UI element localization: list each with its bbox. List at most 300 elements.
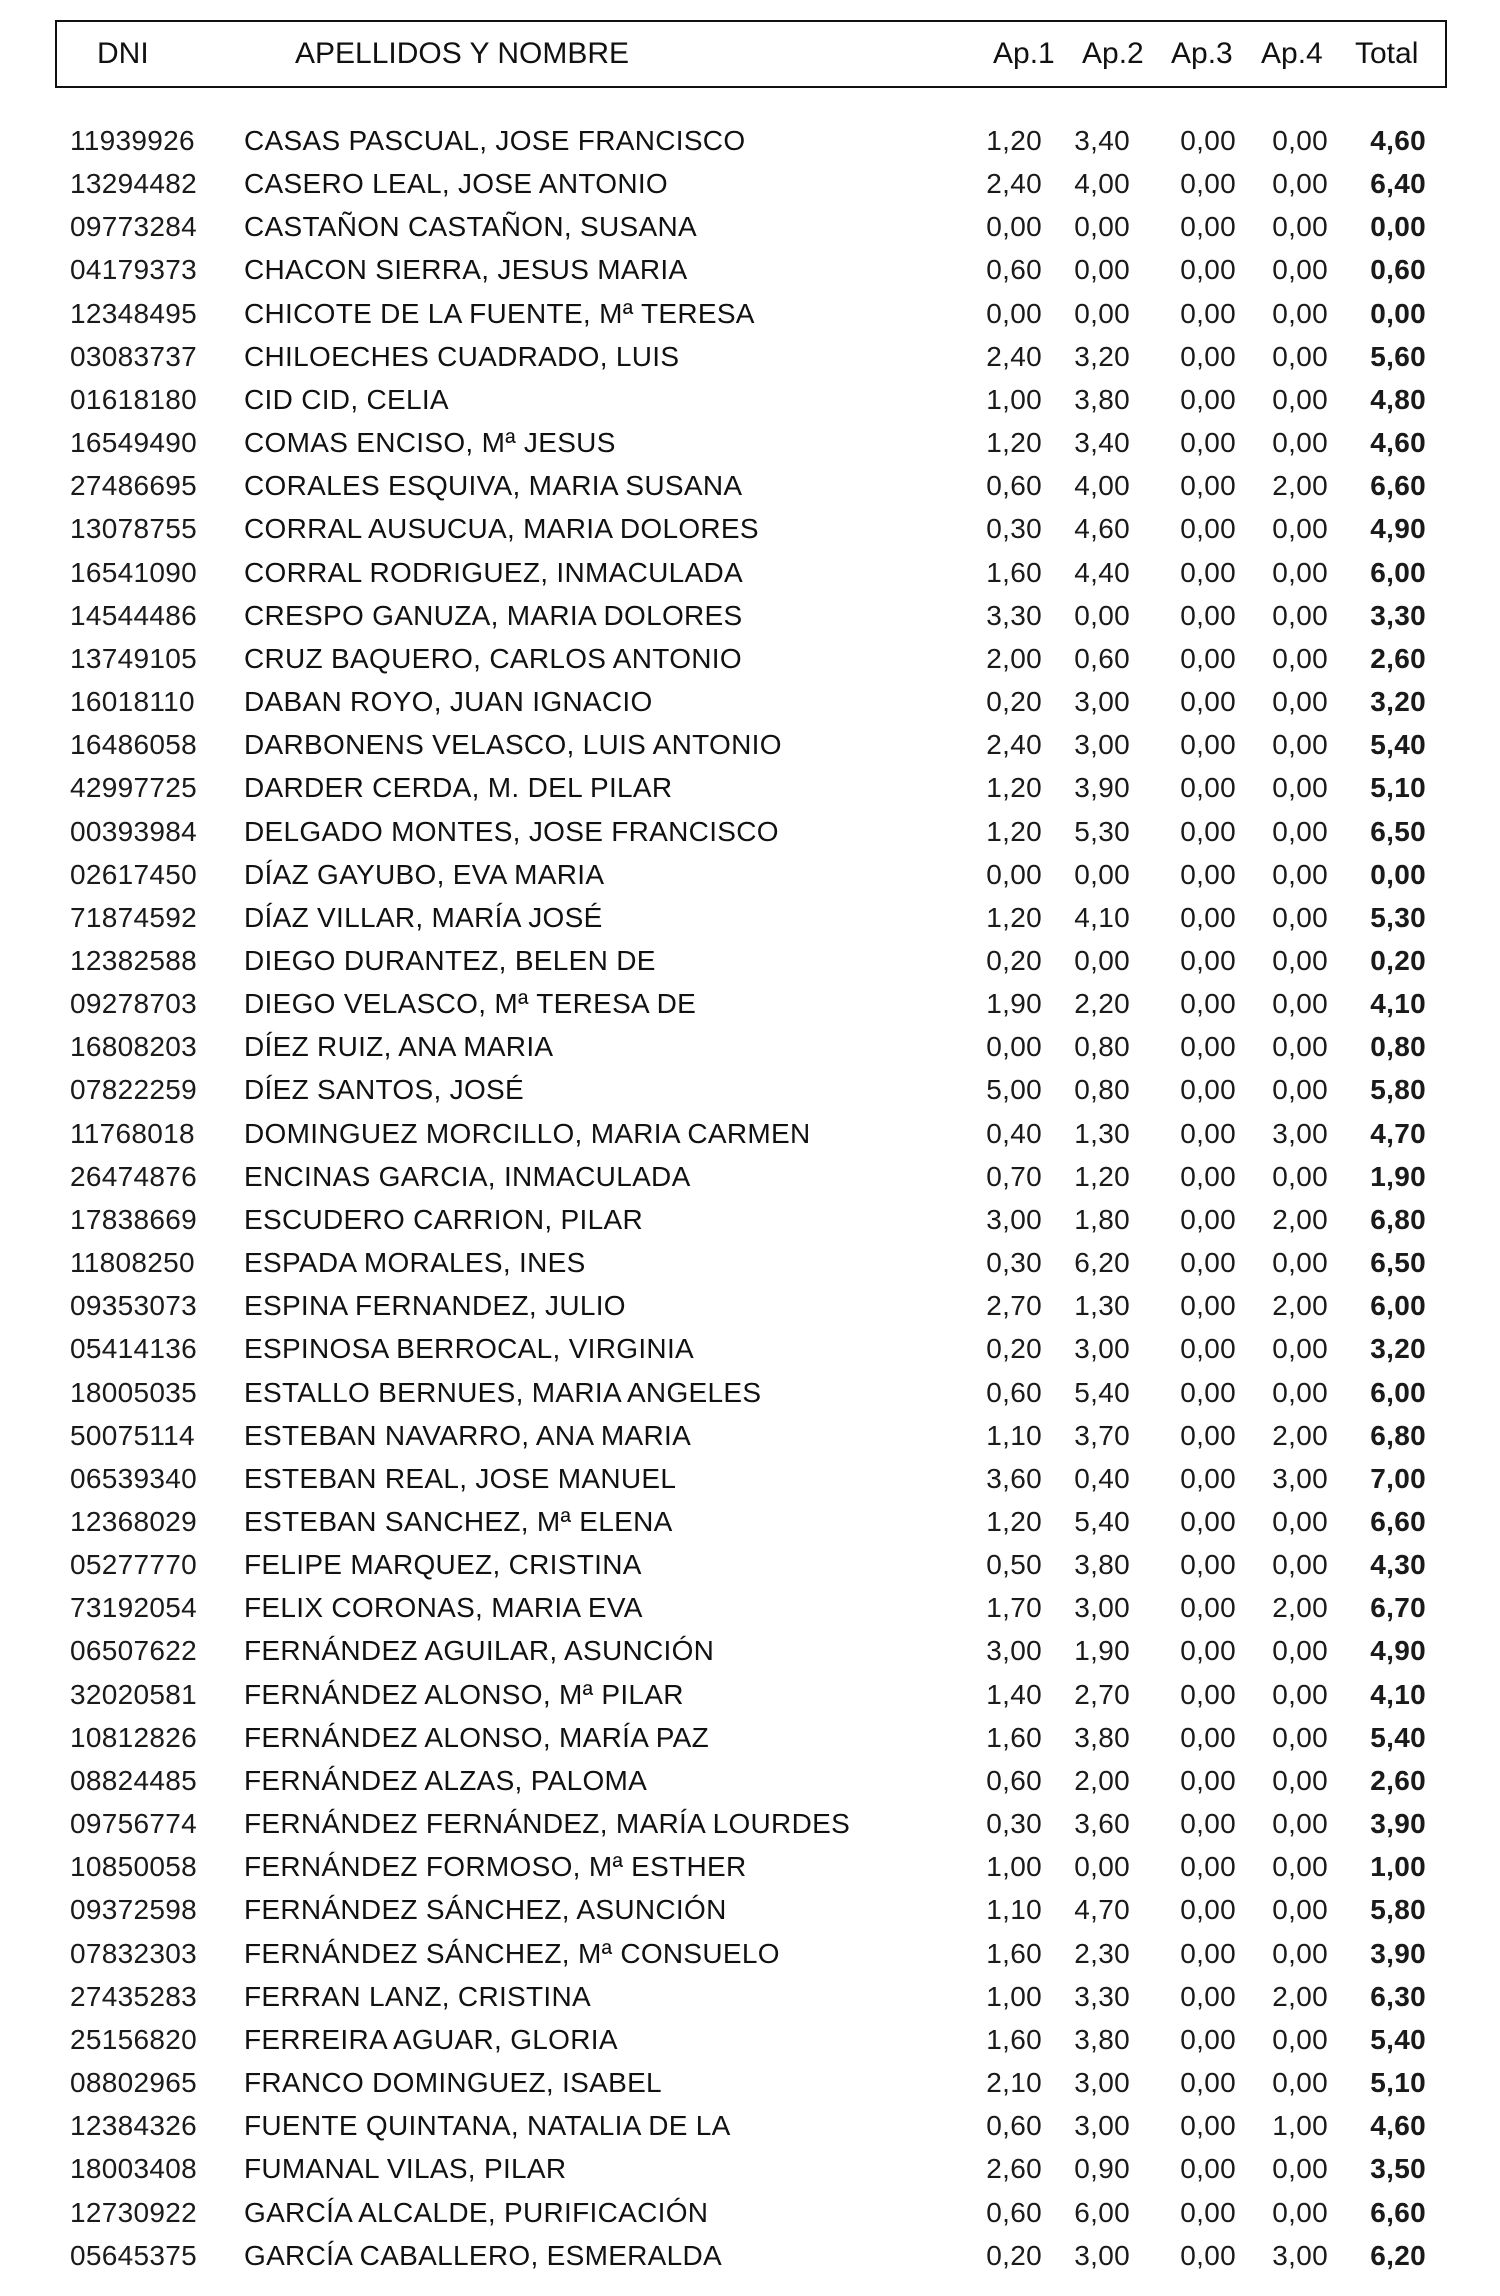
ap3-cell: 0,00 (1180, 1980, 1236, 2012)
ap1-cell: 1,20 (986, 772, 1042, 804)
ap4-cell: 2,00 (1272, 1419, 1328, 1451)
ap4-cell: 0,00 (1272, 2023, 1328, 2055)
ap2-cell: 3,00 (1074, 1333, 1130, 1365)
ap2-cell: 3,00 (1074, 2067, 1130, 2099)
name-cell: DÍEZ RUIZ, ANA MARIA (244, 1031, 554, 1063)
ap2-cell: 5,40 (1074, 1506, 1130, 1537)
ap2-cell: 0,00 (1074, 254, 1130, 286)
ap1-cell: 2,70 (986, 1290, 1042, 1322)
total-cell: 6,50 (1370, 1247, 1426, 1279)
table-header (55, 20, 1447, 88)
ap1-cell: 2,40 (986, 168, 1042, 200)
table-row (0, 723, 1500, 766)
total-cell: 6,00 (1370, 1290, 1426, 1322)
table-row (0, 594, 1500, 637)
name-cell: CRUZ BAQUERO, CARLOS ANTONIO (244, 642, 742, 674)
name-cell: FERNÁNDEZ FERNÁNDEZ, MARÍA LOURDES (244, 1808, 851, 1840)
table-row (0, 2018, 1500, 2061)
ap2-cell: 4,00 (1074, 470, 1130, 502)
dni-cell: 13749105 (70, 642, 197, 674)
ap4-cell: 0,00 (1272, 1721, 1328, 1753)
ap1-cell: 0,70 (986, 1160, 1042, 1192)
total-cell: 3,50 (1370, 2153, 1426, 2185)
ap1-cell: 0,60 (986, 2110, 1042, 2142)
ap1-cell: 1,60 (986, 2023, 1042, 2055)
name-cell: DABAN ROYO, JUAN IGNACIO (244, 686, 653, 718)
dni-cell: 05277770 (70, 1549, 197, 1581)
total-cell: 6,80 (1370, 1419, 1426, 1451)
table-row (0, 1112, 1500, 1155)
total-cell: 4,90 (1370, 513, 1426, 545)
ap3-cell: 0,00 (1180, 815, 1236, 847)
dni-cell: 09278703 (70, 988, 197, 1020)
ap4-cell: 0,00 (1272, 427, 1328, 459)
total-cell: 5,40 (1370, 1721, 1426, 1753)
ap4-cell: 0,00 (1272, 1894, 1328, 1926)
total-cell: 3,30 (1370, 599, 1426, 631)
ap3-cell: 0,00 (1180, 1937, 1236, 1969)
name-cell: ESTEBAN SANCHEZ, Mª ELENA (244, 1506, 673, 1537)
table-row (0, 1759, 1500, 1802)
ap3-cell: 0,00 (1180, 211, 1236, 243)
table-row (0, 2234, 1500, 2277)
name-cell: FERNÁNDEZ SÁNCHEZ, ASUNCIÓN (244, 1894, 727, 1926)
table-row (0, 853, 1500, 896)
dni-cell: 16549490 (70, 427, 197, 459)
name-cell: FERNÁNDEZ SÁNCHEZ, Mª CONSUELO (244, 1937, 780, 1969)
ap4-cell: 0,00 (1272, 815, 1328, 847)
name-cell: GARCÍA CABALLERO, ESMERALDA (244, 2239, 723, 2271)
ap2-cell: 5,30 (1074, 815, 1130, 847)
table-row (0, 810, 1500, 853)
name-cell: CHICOTE DE LA FUENTE, Mª TERESA (244, 297, 755, 329)
header-name: APELLIDOS Y NOMBRE (295, 37, 630, 70)
ap4-cell: 0,00 (1272, 297, 1328, 329)
ap4-cell: 2,00 (1272, 1203, 1328, 1235)
dni-cell: 12368029 (70, 1506, 197, 1537)
dni-cell: 16486058 (70, 729, 197, 761)
ap1-cell: 0,20 (986, 686, 1042, 718)
ap3-cell: 0,00 (1180, 1160, 1236, 1192)
total-cell: 0,00 (1370, 858, 1426, 890)
ap3-cell: 0,00 (1180, 599, 1236, 631)
ap1-cell: 0,00 (986, 858, 1042, 890)
name-cell: FERNÁNDEZ ALONSO, MARÍA PAZ (244, 1721, 710, 1753)
dni-cell: 07832303 (70, 1937, 197, 1969)
ap3-cell: 0,00 (1180, 1203, 1236, 1235)
ap2-cell: 4,60 (1074, 513, 1130, 545)
ap1-cell: 2,40 (986, 340, 1042, 372)
name-cell: CRESPO GANUZA, MARIA DOLORES (244, 599, 743, 631)
table-row (0, 205, 1500, 248)
name-cell: FUMANAL VILAS, PILAR (244, 2153, 567, 2185)
table-row (0, 292, 1500, 335)
ap2-cell: 4,70 (1074, 1894, 1130, 1926)
total-cell: 4,70 (1370, 1117, 1426, 1149)
ap1-cell: 1,20 (986, 1506, 1042, 1537)
name-cell: CHACON SIERRA, JESUS MARIA (244, 254, 688, 286)
ap1-cell: 5,00 (986, 1074, 1042, 1106)
table-row (0, 1586, 1500, 1629)
ap1-cell: 1,60 (986, 556, 1042, 588)
ap3-cell: 0,00 (1180, 1117, 1236, 1149)
ap4-cell: 0,00 (1272, 729, 1328, 761)
total-cell: 3,90 (1370, 1937, 1426, 1969)
ap4-cell: 0,00 (1272, 254, 1328, 286)
total-cell: 5,60 (1370, 340, 1426, 372)
ap2-cell: 2,30 (1074, 1937, 1130, 1969)
table-row (0, 1198, 1500, 1241)
total-cell: 5,40 (1370, 2023, 1426, 2055)
name-cell: CORRAL AUSUCUA, MARIA DOLORES (244, 513, 759, 545)
ap4-cell: 0,00 (1272, 901, 1328, 933)
name-cell: FELIPE MARQUEZ, CRISTINA (244, 1549, 642, 1581)
ap1-cell: 0,50 (986, 1549, 1042, 1581)
ap3-cell: 0,00 (1180, 944, 1236, 976)
ap3-cell: 0,00 (1180, 1894, 1236, 1926)
dni-cell: 09372598 (70, 1894, 197, 1926)
ap2-cell: 2,00 (1074, 1764, 1130, 1796)
table-row (0, 335, 1500, 378)
table-row (0, 1629, 1500, 1672)
table-row (0, 1932, 1500, 1975)
table-row (0, 1673, 1500, 1716)
name-cell: DARDER CERDA, M. DEL PILAR (244, 772, 673, 804)
name-cell: GARCÍA ALCALDE, PURIFICACIÓN (244, 2196, 709, 2228)
dni-cell: 73192054 (70, 1592, 197, 1624)
ap1-cell: 1,20 (986, 427, 1042, 459)
total-cell: 0,60 (1370, 254, 1426, 286)
name-cell: FUENTE QUINTANA, NATALIA DE LA (244, 2110, 731, 2142)
table-row (0, 507, 1500, 550)
dni-cell: 06539340 (70, 1462, 197, 1494)
header-ap4: Ap.4 (1261, 37, 1323, 70)
ap4-cell: 0,00 (1272, 383, 1328, 415)
ap2-cell: 0,00 (1074, 944, 1130, 976)
total-cell: 4,60 (1370, 125, 1426, 156)
ap4-cell: 0,00 (1272, 1031, 1328, 1063)
dni-cell: 16808203 (70, 1031, 197, 1063)
ap3-cell: 0,00 (1180, 1290, 1236, 1322)
ap3-cell: 0,00 (1180, 470, 1236, 502)
ap3-cell: 0,00 (1180, 2153, 1236, 2185)
total-cell: 0,00 (1370, 297, 1426, 329)
total-cell: 6,60 (1370, 2196, 1426, 2228)
ap4-cell: 0,00 (1272, 686, 1328, 718)
name-cell: FRANCO DOMINGUEZ, ISABEL (244, 2067, 662, 2099)
total-cell: 5,80 (1370, 1074, 1426, 1106)
ap3-cell: 0,00 (1180, 168, 1236, 200)
ap1-cell: 0,40 (986, 1117, 1042, 1149)
ap1-cell: 3,00 (986, 1203, 1042, 1235)
name-cell: FERNÁNDEZ FORMOSO, Mª ESTHER (244, 1851, 747, 1883)
header-total: Total (1355, 37, 1419, 70)
total-cell: 5,40 (1370, 729, 1426, 761)
name-cell: CASAS PASCUAL, JOSE FRANCISCO (244, 125, 746, 156)
table-row (0, 119, 1500, 162)
name-cell: FERNÁNDEZ ALZAS, PALOMA (244, 1764, 648, 1796)
ap1-cell: 1,90 (986, 988, 1042, 1020)
ap2-cell: 0,60 (1074, 642, 1130, 674)
total-cell: 6,00 (1370, 1376, 1426, 1408)
dni-cell: 16541090 (70, 556, 197, 588)
ap1-cell: 0,30 (986, 1247, 1042, 1279)
table-row (0, 1888, 1500, 1931)
ap3-cell: 0,00 (1180, 1808, 1236, 1840)
ap2-cell: 0,00 (1074, 211, 1130, 243)
dni-cell: 08802965 (70, 2067, 197, 2099)
table-row (0, 1500, 1500, 1543)
ap2-cell: 3,40 (1074, 427, 1130, 459)
ap2-cell: 6,20 (1074, 1247, 1130, 1279)
ap3-cell: 0,00 (1180, 901, 1236, 933)
dni-cell: 06507622 (70, 1635, 197, 1667)
ap1-cell: 1,00 (986, 1851, 1042, 1883)
ap1-cell: 0,30 (986, 513, 1042, 545)
dni-cell: 13294482 (70, 168, 197, 200)
ap4-cell: 0,00 (1272, 125, 1328, 156)
dni-cell: 32020581 (70, 1678, 197, 1710)
total-cell: 5,10 (1370, 2067, 1426, 2099)
ap3-cell: 0,00 (1180, 2196, 1236, 2228)
ap2-cell: 1,30 (1074, 1290, 1130, 1322)
name-cell: CID CID, CELIA (244, 383, 449, 415)
ap3-cell: 0,00 (1180, 1635, 1236, 1667)
ap4-cell: 0,00 (1272, 1851, 1328, 1883)
ap2-cell: 3,00 (1074, 1592, 1130, 1624)
ap2-cell: 3,80 (1074, 1721, 1130, 1753)
ap4-cell: 0,00 (1272, 1160, 1328, 1192)
dni-cell: 18005035 (70, 1376, 197, 1408)
table-row (0, 551, 1500, 594)
ap3-cell: 0,00 (1180, 1031, 1236, 1063)
ap2-cell: 3,40 (1074, 125, 1130, 156)
name-cell: FERNÁNDEZ AGUILAR, ASUNCIÓN (244, 1635, 715, 1667)
ap3-cell: 0,00 (1180, 686, 1236, 718)
table-row (0, 464, 1500, 507)
total-cell: 5,80 (1370, 1894, 1426, 1926)
ap4-cell: 0,00 (1272, 988, 1328, 1020)
ap3-cell: 0,00 (1180, 729, 1236, 761)
total-cell: 5,30 (1370, 901, 1426, 933)
ap3-cell: 0,00 (1180, 1506, 1236, 1537)
ap1-cell: 1,20 (986, 815, 1042, 847)
ap3-cell: 0,00 (1180, 642, 1236, 674)
total-cell: 3,20 (1370, 686, 1426, 718)
ap4-cell: 2,00 (1272, 1980, 1328, 2012)
dni-cell: 05414136 (70, 1333, 197, 1365)
total-cell: 6,50 (1370, 815, 1426, 847)
dni-cell: 18003408 (70, 2153, 197, 2185)
dni-cell: 12382588 (70, 944, 197, 976)
name-cell: CASERO LEAL, JOSE ANTONIO (244, 168, 668, 200)
table-row (0, 939, 1500, 982)
total-cell: 3,90 (1370, 1808, 1426, 1840)
dni-cell: 01618180 (70, 383, 197, 415)
table-row (0, 1371, 1500, 1414)
dni-cell: 13078755 (70, 513, 197, 545)
total-cell: 4,10 (1370, 988, 1426, 1020)
table-row (0, 2061, 1500, 2104)
dni-cell: 02617450 (70, 858, 197, 890)
total-cell: 6,30 (1370, 1980, 1426, 2012)
ap3-cell: 0,00 (1180, 1419, 1236, 1451)
ap3-cell: 0,00 (1180, 1074, 1236, 1106)
ap3-cell: 0,00 (1180, 1462, 1236, 1494)
ap3-cell: 0,00 (1180, 1247, 1236, 1279)
ap4-cell: 0,00 (1272, 1678, 1328, 1710)
dni-cell: 27435283 (70, 1980, 197, 2012)
total-cell: 4,80 (1370, 383, 1426, 415)
ap1-cell: 1,40 (986, 1678, 1042, 1710)
dni-cell: 09756774 (70, 1808, 197, 1840)
name-cell: DÍAZ VILLAR, MARÍA JOSÉ (244, 901, 603, 933)
dni-cell: 42997725 (70, 772, 197, 804)
ap2-cell: 3,20 (1074, 340, 1130, 372)
ap2-cell: 3,80 (1074, 2023, 1130, 2055)
dni-cell: 26474876 (70, 1160, 197, 1192)
ap3-cell: 0,00 (1180, 297, 1236, 329)
ap4-cell: 0,00 (1272, 642, 1328, 674)
ap2-cell: 5,40 (1074, 1376, 1130, 1408)
table-row (0, 637, 1500, 680)
name-cell: ESTEBAN NAVARRO, ANA MARIA (244, 1419, 692, 1451)
ap3-cell: 0,00 (1180, 125, 1236, 156)
ap1-cell: 1,00 (986, 383, 1042, 415)
ap4-cell: 0,00 (1272, 1247, 1328, 1279)
ap2-cell: 3,80 (1074, 1549, 1130, 1581)
total-cell: 2,60 (1370, 642, 1426, 674)
ap3-cell: 0,00 (1180, 858, 1236, 890)
ap1-cell: 0,00 (986, 211, 1042, 243)
name-cell: ESCUDERO CARRION, PILAR (244, 1203, 643, 1235)
name-cell: CORALES ESQUIVA, MARIA SUSANA (244, 470, 743, 502)
name-cell: DÍAZ GAYUBO, EVA MARIA (244, 858, 605, 890)
ap2-cell: 4,10 (1074, 901, 1130, 933)
ap1-cell: 0,00 (986, 1031, 1042, 1063)
grades-table-body (0, 119, 1500, 2277)
dni-cell: 04179373 (70, 254, 197, 286)
ap4-cell: 0,00 (1272, 1635, 1328, 1667)
table-row (0, 2191, 1500, 2234)
total-cell: 6,70 (1370, 1592, 1426, 1624)
total-cell: 4,60 (1370, 427, 1426, 459)
dni-cell: 11808250 (70, 1247, 195, 1279)
ap1-cell: 0,20 (986, 1333, 1042, 1365)
ap1-cell: 1,20 (986, 901, 1042, 933)
table-row (0, 2147, 1500, 2190)
ap1-cell: 0,30 (986, 1808, 1042, 1840)
ap4-cell: 0,00 (1272, 211, 1328, 243)
table-row (0, 1845, 1500, 1888)
total-cell: 6,00 (1370, 556, 1426, 588)
ap2-cell: 3,00 (1074, 2110, 1130, 2142)
ap1-cell: 2,00 (986, 642, 1042, 674)
table-row (0, 1716, 1500, 1759)
dni-cell: 71874592 (70, 901, 197, 933)
name-cell: DIEGO VELASCO, Mª TERESA DE (244, 988, 697, 1020)
dni-cell: 00393984 (70, 815, 197, 847)
name-cell: CASTAÑON CASTAÑON, SUSANA (244, 211, 697, 243)
ap2-cell: 2,20 (1074, 988, 1130, 1020)
ap1-cell: 1,60 (986, 1721, 1042, 1753)
dni-cell: 09773284 (70, 211, 197, 243)
ap2-cell: 1,30 (1074, 1117, 1130, 1149)
total-cell: 1,00 (1370, 1851, 1426, 1883)
dni-cell: 11939926 (70, 125, 195, 156)
dni-cell: 27486695 (70, 470, 197, 502)
ap1-cell: 0,20 (986, 2239, 1042, 2271)
ap3-cell: 0,00 (1180, 2110, 1236, 2142)
total-cell: 1,90 (1370, 1160, 1426, 1192)
ap1-cell: 0,20 (986, 944, 1042, 976)
ap1-cell: 0,60 (986, 1376, 1042, 1408)
table-row (0, 1025, 1500, 1068)
ap4-cell: 0,00 (1272, 556, 1328, 588)
ap4-cell: 0,00 (1272, 599, 1328, 631)
ap4-cell: 2,00 (1272, 1290, 1328, 1322)
ap1-cell: 3,00 (986, 1635, 1042, 1667)
ap2-cell: 0,40 (1074, 1462, 1130, 1494)
ap2-cell: 0,00 (1074, 599, 1130, 631)
ap1-cell: 1,00 (986, 1980, 1042, 2012)
table-row (0, 1241, 1500, 1284)
dni-cell: 12384326 (70, 2110, 197, 2142)
ap1-cell: 2,60 (986, 2153, 1042, 2185)
table-row (0, 680, 1500, 723)
ap4-cell: 3,00 (1272, 1462, 1328, 1494)
ap4-cell: 0,00 (1272, 1506, 1328, 1537)
ap3-cell: 0,00 (1180, 340, 1236, 372)
ap2-cell: 3,60 (1074, 1808, 1130, 1840)
ap4-cell: 3,00 (1272, 2239, 1328, 2271)
dni-cell: 12730922 (70, 2196, 197, 2228)
ap4-cell: 0,00 (1272, 858, 1328, 890)
ap2-cell: 4,40 (1074, 556, 1130, 588)
ap3-cell: 0,00 (1180, 513, 1236, 545)
table-row (0, 766, 1500, 809)
total-cell: 4,60 (1370, 2110, 1426, 2142)
dni-cell: 11768018 (70, 1117, 195, 1149)
ap2-cell: 2,70 (1074, 1678, 1130, 1710)
total-cell: 6,20 (1370, 2239, 1426, 2271)
table-row (0, 982, 1500, 1025)
ap3-cell: 0,00 (1180, 988, 1236, 1020)
ap2-cell: 3,00 (1074, 686, 1130, 718)
ap2-cell: 3,80 (1074, 383, 1130, 415)
ap2-cell: 1,80 (1074, 1203, 1130, 1235)
ap4-cell: 0,00 (1272, 1808, 1328, 1840)
table-row (0, 1543, 1500, 1586)
ap3-cell: 0,00 (1180, 772, 1236, 804)
ap1-cell: 2,40 (986, 729, 1042, 761)
table-row (0, 378, 1500, 421)
dni-cell: 10850058 (70, 1851, 197, 1883)
total-cell: 4,30 (1370, 1549, 1426, 1581)
ap3-cell: 0,00 (1180, 254, 1236, 286)
dni-cell: 12348495 (70, 297, 197, 329)
ap1-cell: 2,10 (986, 2067, 1042, 2099)
name-cell: ESPINA FERNANDEZ, JULIO (244, 1290, 626, 1322)
name-cell: FERNÁNDEZ ALONSO, Mª PILAR (244, 1678, 684, 1710)
table-row (0, 162, 1500, 205)
ap2-cell: 6,00 (1074, 2196, 1130, 2228)
total-cell: 0,20 (1370, 944, 1426, 976)
ap4-cell: 0,00 (1272, 340, 1328, 372)
ap3-cell: 0,00 (1180, 2023, 1236, 2055)
ap1-cell: 1,10 (986, 1894, 1042, 1926)
ap4-cell: 3,00 (1272, 1117, 1328, 1149)
